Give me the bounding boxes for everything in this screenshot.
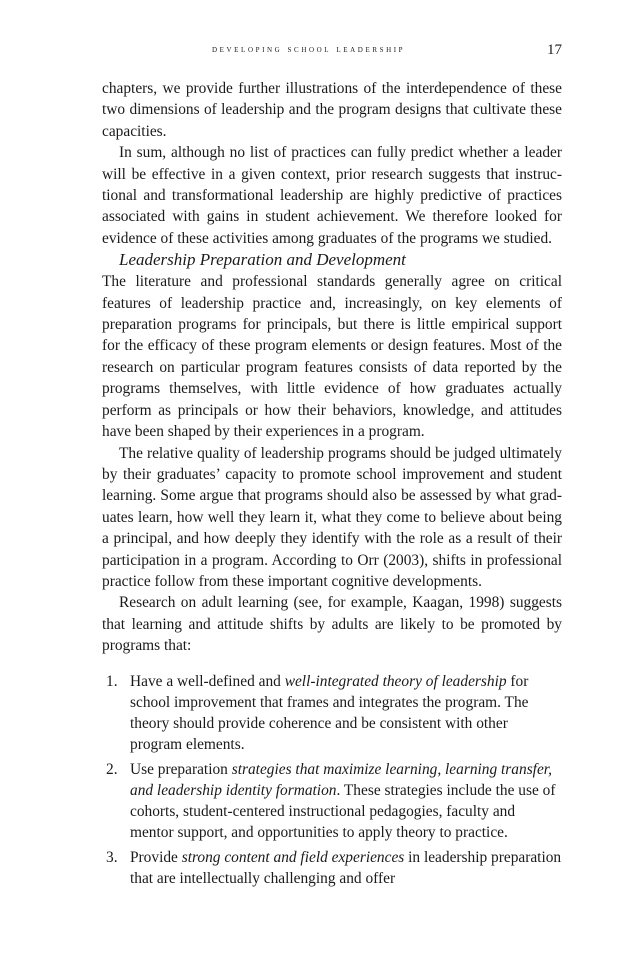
- list-text: in leadership preparation that are intellectually challenging and offer: [130, 848, 562, 887]
- list-emphasis: strong content and field experiences: [181, 848, 405, 866]
- list-emphasis: strategies that maximize learning, learning transfer, and leadership identity formation: [130, 760, 552, 799]
- list-item: [106, 671, 562, 755]
- running-title: developing school leadership: [212, 44, 406, 55]
- list-number: 1.: [106, 672, 118, 690]
- section-heading: Leadership Preparation and Development: [119, 250, 406, 270]
- paragraph: The literature and professional standards generally agree on critical features of leadership practice and, increasingly, on key elements of preparation programs for principals, but there is little empirical support for the efficacy of these program elements or design features. Most of the research on particular program features consists of data reported by the programs themselves, with little evidence of how graduates actually perform as principals or how their behaviors, knowledge, and attitudes have been shaped by their experiences in a program.: [102, 273, 562, 441]
- body-text: [102, 78, 562, 893]
- list-text: Provide: [130, 848, 182, 866]
- list-item: [106, 847, 562, 889]
- paragraph: The relative quality of leadership programs should be judged ultimately by their graduates’ capacity to promote school improvement and student learning. Some argue that programs should also be assessed by what graduates learn, how well they learn it, what they come to believe about being a principal, and how deeply they identify with the role as a result of their participation in a program. According to Orr (2003), shifts in professional practice follow from these important cognitive developments.: [102, 444, 562, 590]
- list-number: 3.: [106, 848, 118, 866]
- list-number: 2.: [106, 760, 118, 778]
- page-number: 17: [547, 42, 562, 58]
- list-text: . These strategies include the use of cohorts, student-centered instructional pedagogies, faculty and mentor support, and opportunities to apply theory to practice.: [130, 781, 556, 841]
- list-emphasis: well-integrated theory of leadership: [284, 672, 507, 690]
- paragraph: chapters, we provide further illustrations of the interdependence of these two dimensions of leadership and the program designs that cultivate these capacities.: [102, 80, 562, 140]
- running-head: [102, 44, 562, 64]
- list-item: [106, 759, 562, 843]
- paragraph: In sum, although no list of practices can fully predict whether a leader will be effective in a given context, prior research suggests that instructional and transformational leadership are highly predictive of practices associated with gains in student achievement. We therefore looked for evidence of these activities among graduates of the programs we studied.: [102, 144, 562, 247]
- list-text: Use preparation: [130, 760, 232, 778]
- list-text: Have a well-defined and: [130, 672, 285, 690]
- paragraph: Research on adult learning (see, for example, Kaagan, 1998) suggests that learning and attitude shifts by adults are likely to be promoted by programs that:: [102, 594, 562, 655]
- list-text: for school improvement that frames and integrates the program. The theory should provide coherence and be consistent with other program elements.: [130, 672, 529, 753]
- numbered-list: [102, 671, 562, 889]
